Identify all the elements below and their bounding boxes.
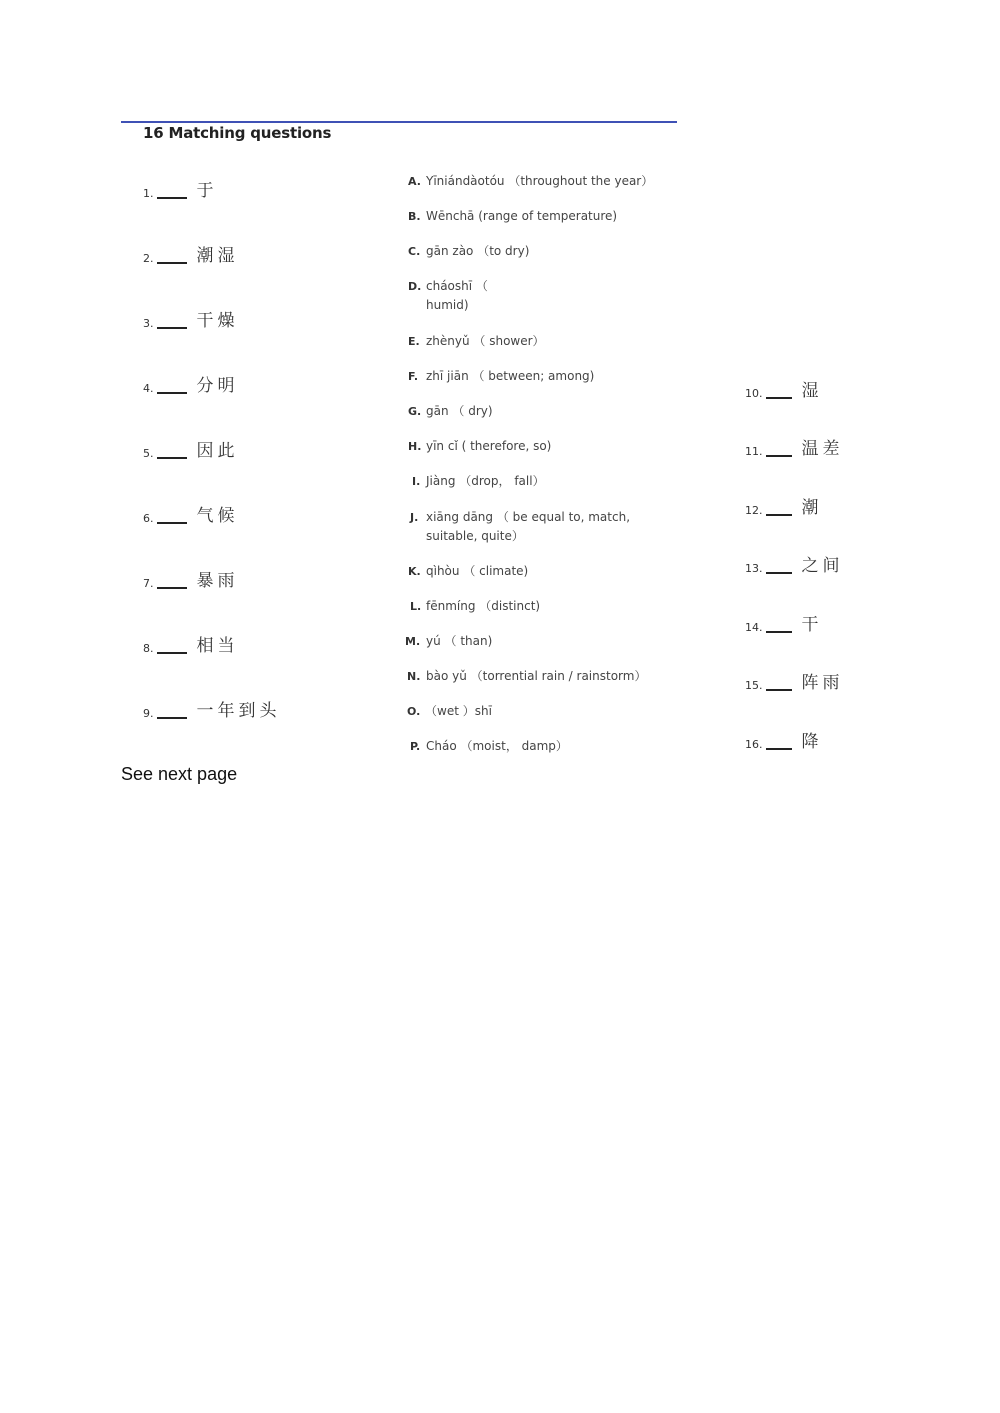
question-5: [143, 441, 239, 461]
question-8: [143, 636, 239, 656]
option-letter: D.: [408, 280, 422, 293]
option-j: [410, 508, 672, 546]
question-number: 6.: [143, 512, 154, 525]
option-letter: L.: [410, 600, 422, 613]
question-number: 16.: [745, 738, 763, 751]
answer-blank[interactable]: [157, 197, 187, 199]
option-letter: C.: [408, 245, 421, 258]
option-text: zhènyǔ （ shower）: [426, 334, 545, 348]
question-11: [745, 439, 844, 459]
question-number: 15.: [745, 679, 763, 692]
option-text: qìhòu （ climate): [426, 564, 529, 578]
option-text: Wēnchā (range of temperature): [426, 209, 618, 223]
question-number: 5.: [143, 447, 154, 460]
option-text: Jiàng （drop， fall）: [426, 474, 545, 488]
question-word: 湿: [801, 381, 823, 401]
question-word: 降: [801, 732, 823, 752]
question-number: 13.: [745, 562, 763, 575]
question-10: [745, 381, 823, 401]
option-h: [408, 437, 676, 456]
option-letter: E.: [408, 335, 420, 348]
option-g: [408, 402, 676, 421]
question-3: [143, 311, 239, 331]
question-number: 8.: [143, 642, 154, 655]
answer-blank[interactable]: [766, 514, 792, 516]
question-word: 因此: [196, 441, 239, 461]
question-word: 相当: [196, 636, 239, 656]
question-16: [745, 732, 823, 752]
question-number: 2.: [143, 252, 154, 265]
question-13: [745, 556, 844, 576]
answer-blank[interactable]: [157, 457, 187, 459]
question-number: 9.: [143, 707, 154, 720]
option-text: gān zào （to dry): [426, 244, 530, 258]
answer-blank[interactable]: [157, 587, 187, 589]
question-number: 4.: [143, 382, 154, 395]
question-word: 干燥: [196, 311, 239, 331]
question-word: 气候: [196, 506, 239, 526]
question-12: [745, 498, 823, 518]
question-word: 潮湿: [196, 246, 239, 266]
option-letter: B.: [408, 210, 421, 223]
question-7: [143, 571, 239, 591]
question-word: 暴雨: [196, 571, 239, 591]
option-f: [408, 367, 676, 386]
option-letter: H.: [408, 440, 422, 453]
option-text: yú （ than): [426, 634, 493, 648]
question-number: 3.: [143, 317, 154, 330]
option-letter: I.: [412, 475, 421, 488]
page-title: 16 Matching questions: [143, 124, 332, 142]
question-number: 14.: [745, 621, 763, 634]
answer-blank[interactable]: [766, 397, 792, 399]
header-rule: [121, 121, 677, 123]
option-letter: J.: [410, 511, 419, 524]
question-word: 分明: [196, 376, 239, 396]
option-text: fēnmíng （distinct): [426, 599, 541, 613]
question-2: [143, 246, 239, 266]
question-number: 11.: [745, 445, 763, 458]
question-word: 温差: [801, 439, 844, 459]
option-text: Yīniándàotóu （throughout the year）: [426, 174, 654, 188]
option-c: [408, 242, 676, 261]
question-word: 一年到头: [196, 701, 281, 721]
option-d: [408, 277, 496, 315]
answer-blank[interactable]: [157, 522, 187, 524]
option-text: gān （ dry): [426, 404, 493, 418]
option-l: [410, 597, 676, 616]
option-letter: A.: [408, 175, 421, 188]
option-p: [410, 737, 676, 756]
option-text: yīn cǐ ( therefore, so): [426, 439, 552, 453]
option-o: [407, 702, 675, 721]
option-k: [408, 562, 676, 581]
answer-blank[interactable]: [157, 652, 187, 654]
option-letter: O.: [407, 705, 421, 718]
question-9: [143, 701, 281, 721]
question-6: [143, 506, 239, 526]
option-text: bào yǔ （torrential rain / rainstorm）: [426, 669, 647, 683]
answer-blank[interactable]: [157, 327, 187, 329]
question-word: 潮: [801, 498, 823, 518]
option-text: Cháo （moist， damp）: [426, 739, 568, 753]
answer-blank[interactable]: [157, 262, 187, 264]
option-b: [408, 207, 676, 226]
option-letter: P.: [410, 740, 421, 753]
answer-blank[interactable]: [766, 572, 792, 574]
question-15: [745, 673, 844, 693]
option-letter: M.: [405, 635, 421, 648]
question-word: 于: [196, 181, 218, 201]
option-letter: K.: [408, 565, 421, 578]
question-word: 干: [801, 615, 823, 635]
option-letter: N.: [407, 670, 421, 683]
question-4: [143, 376, 239, 396]
question-number: 12.: [745, 504, 763, 517]
option-e: [408, 332, 676, 351]
option-text: xiāng dāng （ be equal to, match, suitable, quite）: [426, 510, 631, 543]
question-14: [745, 615, 823, 635]
question-number: 7.: [143, 577, 154, 590]
answer-blank[interactable]: [766, 455, 792, 457]
answer-blank[interactable]: [766, 631, 792, 633]
answer-blank[interactable]: [766, 748, 792, 750]
option-letter: G.: [408, 405, 422, 418]
option-a: [408, 172, 676, 191]
answer-blank[interactable]: [766, 689, 792, 691]
option-i: [412, 472, 676, 491]
option-letter: F.: [408, 370, 419, 383]
question-word: 阵雨: [801, 673, 844, 693]
option-text: （wet ）shī: [425, 704, 492, 718]
see-next-page-note: See next page: [121, 764, 238, 784]
option-m: [405, 632, 676, 651]
question-number: 1.: [143, 187, 154, 200]
option-text: zhī jiān （ between; among): [426, 369, 595, 383]
question-1: [143, 181, 218, 201]
option-n: [407, 667, 676, 686]
option-text: cháoshī （ humid): [426, 279, 488, 312]
question-number: 10.: [745, 387, 763, 400]
answer-blank[interactable]: [157, 717, 187, 719]
answer-blank[interactable]: [157, 392, 187, 394]
question-word: 之间: [801, 556, 844, 576]
